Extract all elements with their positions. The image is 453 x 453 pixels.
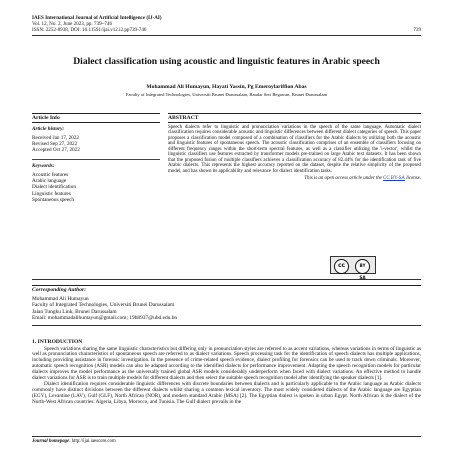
introduction-heading: 1. INTRODUCTION: [32, 339, 83, 345]
corresponding-affiliation: Faculty of Integrated Technologies, Universiti Brunei Darussalam: [32, 302, 175, 309]
paper-title: Dialect classification using acoustic and linguistic features in Arabic speech: [73, 56, 380, 67]
info-divider: [32, 279, 421, 280]
corresponding-details: [32, 296, 421, 321]
journal-volume: Vol. 12, No. 2, June 2023, pp. 739~746: [32, 21, 113, 28]
keyword-item: Arabic language: [32, 178, 67, 185]
paper-affiliation: Faculty of Integrated Technologies, Universiti Brunei Darussalam, Bandar Seri Begawan, Brunei Darussalam: [125, 92, 328, 97]
history-item: Revised Sep 27, 2022: [32, 141, 78, 148]
history-item: Accepted Oct 27, 2022: [32, 147, 80, 154]
journal-name: IAES International Journal of Artificial Intelligence (IJ-AI): [32, 15, 162, 21]
cc-license-badge[interactable]: [330, 256, 376, 280]
footer-url[interactable]: : http://ijai.iaescore.com: [69, 438, 116, 444]
keyword-item: Linguistic features: [32, 190, 71, 197]
corresponding-address: Jalan Tungku Link, Brunei Darussalam: [32, 308, 117, 315]
keywords-heading: Keywords:: [32, 163, 55, 170]
license-link[interactable]: CC BY-SA: [383, 176, 405, 182]
header-divider: [32, 35, 421, 36]
journal-header: [32, 15, 421, 34]
corresponding-divider: [32, 325, 421, 326]
section-divider: [32, 159, 160, 160]
license-suffix: license.: [404, 176, 421, 182]
footer-label: Journal homepage: [32, 438, 70, 444]
license-prefix: This is an open access article under the: [304, 176, 384, 182]
corresponding-heading: Corresponding Author:: [32, 285, 421, 294]
history-heading: Article history:: [32, 126, 65, 132]
introduction-paragraph: Dialect identification requires considerable linguistic differences with discrete boundaries between dialects and is particularly applicable to the Arabic language as Arabic dialects commonly have distinct divisions between the different dialects whilst sharing a common lexical inventory. The most widely considered dialects of the Arabic language are Egyptian (EGY), Levantine (LAV), Gulf (GLF), North African (NOR), and modern standard Arabic (MSA) [2]. The Egyptian dialect is spoken in urban Egypt. North African is the dialect of the North-West African countries: Algeria, Libya, Morocco, and Tunisia. The Gulf dialect prevails in the: [32, 381, 421, 406]
corresponding-email: Email: mohammadalihumayun@gmail.com; 19h8937@ubd.edu.bn: [32, 314, 178, 321]
abstract-column: [168, 113, 421, 181]
keywords-list: [32, 172, 160, 202]
paper-authors: Mohammad Ali Humayun, Hayati Yassin, Pg Emeroylariffion Abas: [146, 84, 307, 90]
history-list: [32, 135, 160, 153]
cc-icon: cc: [334, 259, 349, 274]
corresponding-name: Mohammad Ali Humayun: [32, 296, 89, 302]
article-info-heading: Article Info: [32, 113, 160, 123]
license-statement: [168, 176, 421, 181]
history-item: Received Jan 17, 2022: [32, 135, 79, 141]
page-number: 739: [413, 27, 421, 34]
by-sa-icon: BY SA: [355, 259, 370, 274]
introduction-paragraph: Speech variations sharing the same linguistic characteristics but differing only in pronunciation styles are referred to as accent variations, whereas variations in terms of linguistic as well as pronunciation characteristics of spontaneous speech are referred to as dialect variations. Speech processing task for the identification of speech dialects has multiple applications, including providing assistance in forensic investigation. In the presence of crime-related speech evidence, dialect profiling for forensics can be used to track down criminals. Moreover, automatic speech recognition (ASR) models can also be adapted according to the identified dialects for performance improvement. Adapting the speech recognition models for particular dialects improves the model performance as the universally trained global ASR models considerably underperform when faced with dialect variations. An effective method to handle dialect variations for ASR is to train multiple models for different dialects and then select the suitable speech recognition model after identifying the speaker dialects [1].: [32, 345, 421, 382]
abstract-heading: ABSTRACT: [168, 113, 421, 123]
keyword-item: Acoustic features: [32, 172, 69, 179]
keyword-item: Dialect identification: [32, 184, 76, 191]
article-info-column: [32, 113, 160, 203]
corresponding-author-block: [32, 285, 421, 321]
introduction-section: [32, 339, 421, 406]
journal-issn: ISSN: 2252-8938, DOI: 10.11591/ijai.v12.i2.pp739-746: [32, 27, 147, 34]
keyword-item: Spontaneous speech: [32, 196, 74, 203]
page-footer: [32, 436, 421, 444]
abstract-text: Speech dialects refer to linguistic and pronunciation variations in the speech of the same language. Automatic dialect classification requires considerable acoustic and linguistic differences between different dialect categories of speech. This paper proposes a classification model composed of a combination of classifiers for the Arabic dialects by utilizing both the acoustic and linguistic features of spontaneous speech. The acoustic classification comprises of an ensemble of classifiers focusing on different frequency ranges within the short-term spectral features, as well as a classifier utilizing the 'i-vector', whilst the linguistic classifiers use features extracted by transformer models pre-trained on large Arabic text datasets. It has been shown that the proposed fusion of multiple classifiers achieves a classification accuracy of 82.44% for the identification task of five Arabic dialects. This represents the highest accuracy reported on the dataset, despite the relative simplicity of the proposed model, and has shown its applicability and relevance for dialect identification tasks.: [168, 124, 421, 174]
